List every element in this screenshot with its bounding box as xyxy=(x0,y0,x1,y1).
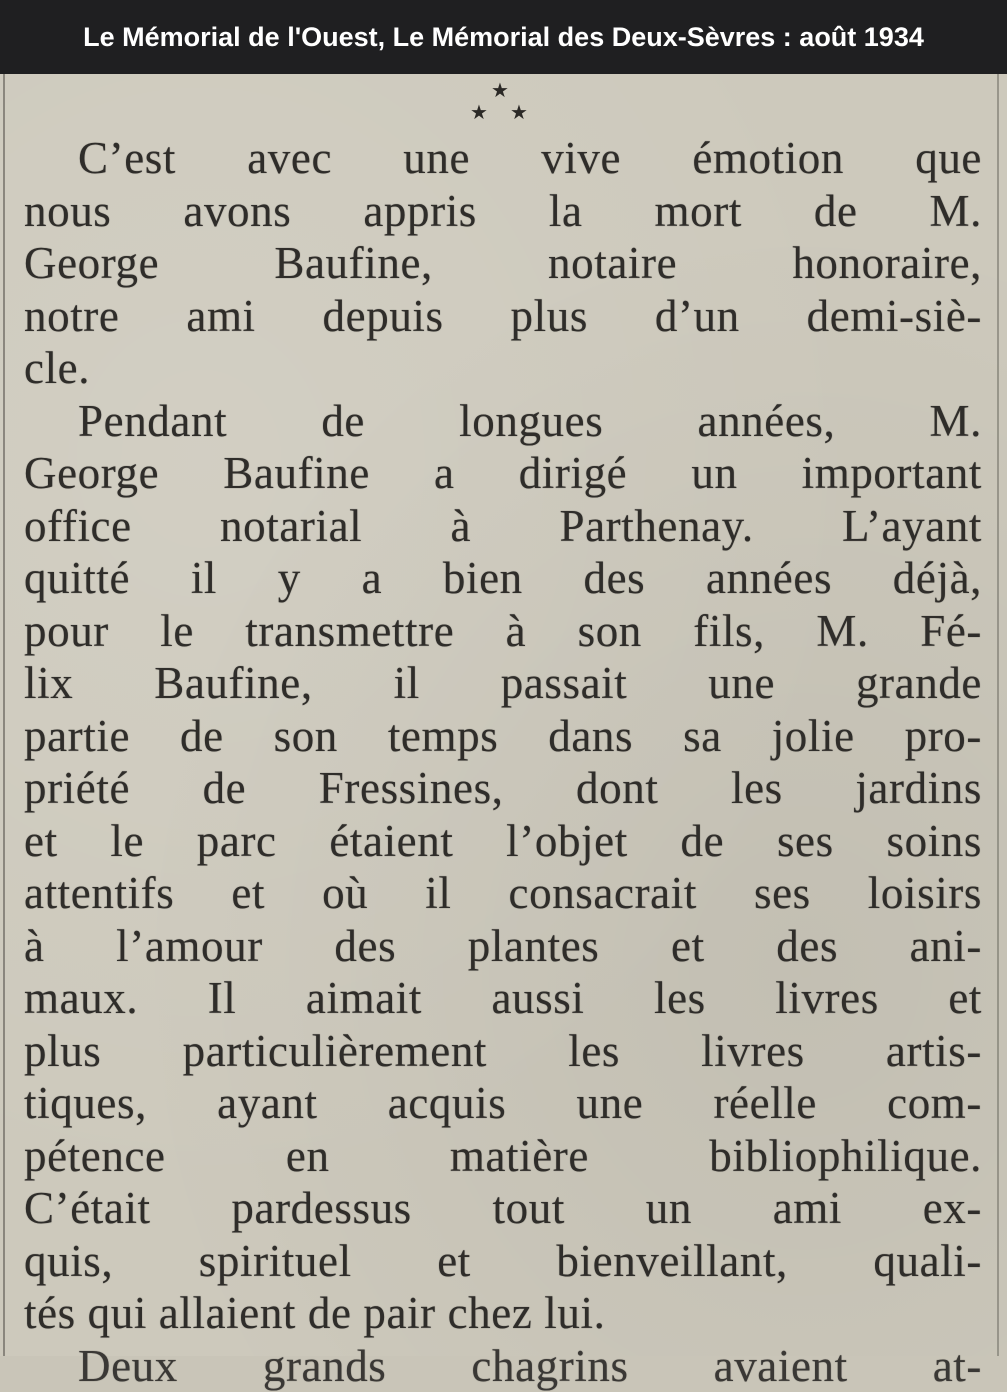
text-line: tés qui allaient de pair chez lui. xyxy=(24,1287,982,1340)
text-line: office notarial à Parthenay. L’ayant xyxy=(24,500,982,553)
obituary-article xyxy=(24,132,982,1392)
text-line: pour le transmettre à son fils, M. Fé- xyxy=(24,605,982,658)
text-line: C’est avec une vive émotion que xyxy=(24,132,982,185)
text-line: tiques, ayant acquis une réelle com- xyxy=(24,1077,982,1130)
text-line-partial: Deux grands chagrins avaient at- xyxy=(24,1340,982,1392)
text-line: priété de Fressines, dont les jardins xyxy=(24,762,982,815)
asterism-ornament xyxy=(0,78,1007,128)
column-rule-left xyxy=(3,74,5,1356)
text-line: nous avons appris la mort de M. xyxy=(24,185,982,238)
newspaper-scan xyxy=(0,74,1007,1356)
text-line: notre ami depuis plus d’un demi-siè- xyxy=(24,290,982,343)
text-line: quitté il y a bien des années déjà, xyxy=(24,552,982,605)
column-rule-right xyxy=(997,74,999,1356)
text-line: lix Baufine, il passait une grande xyxy=(24,657,982,710)
text-line: Pendant de longues années, M. xyxy=(24,395,982,448)
text-line: maux. Il aimait aussi les livres et xyxy=(24,972,982,1025)
text-line: pétence en matière bibliophilique. xyxy=(24,1130,982,1183)
ornament-star-icon: ★ xyxy=(491,80,509,100)
text-line: quis, spirituel et bienveillant, quali- xyxy=(24,1235,982,1288)
text-line: plus particulièrement les livres artis- xyxy=(24,1025,982,1078)
ornament-star-icon: ★ xyxy=(510,102,528,122)
text-line: partie de son temps dans sa jolie pro- xyxy=(24,710,982,763)
text-line: cle. xyxy=(24,342,982,395)
ornament-star-icon: ★ xyxy=(470,102,488,122)
text-line: C’était pardessus tout un ami ex- xyxy=(24,1182,982,1235)
document-title: Le Mémorial de l'Ouest, Le Mémorial des Deux-Sèvres : août 1934 xyxy=(0,0,1007,74)
text-line: George Baufine a dirigé un important xyxy=(24,447,982,500)
text-line: à l’amour des plantes et des ani- xyxy=(24,920,982,973)
text-line: et le parc étaient l’objet de ses soins xyxy=(24,815,982,868)
text-line: attentifs et où il consacrait ses loisirs xyxy=(24,867,982,920)
text-line: George Baufine, notaire honoraire, xyxy=(24,237,982,290)
